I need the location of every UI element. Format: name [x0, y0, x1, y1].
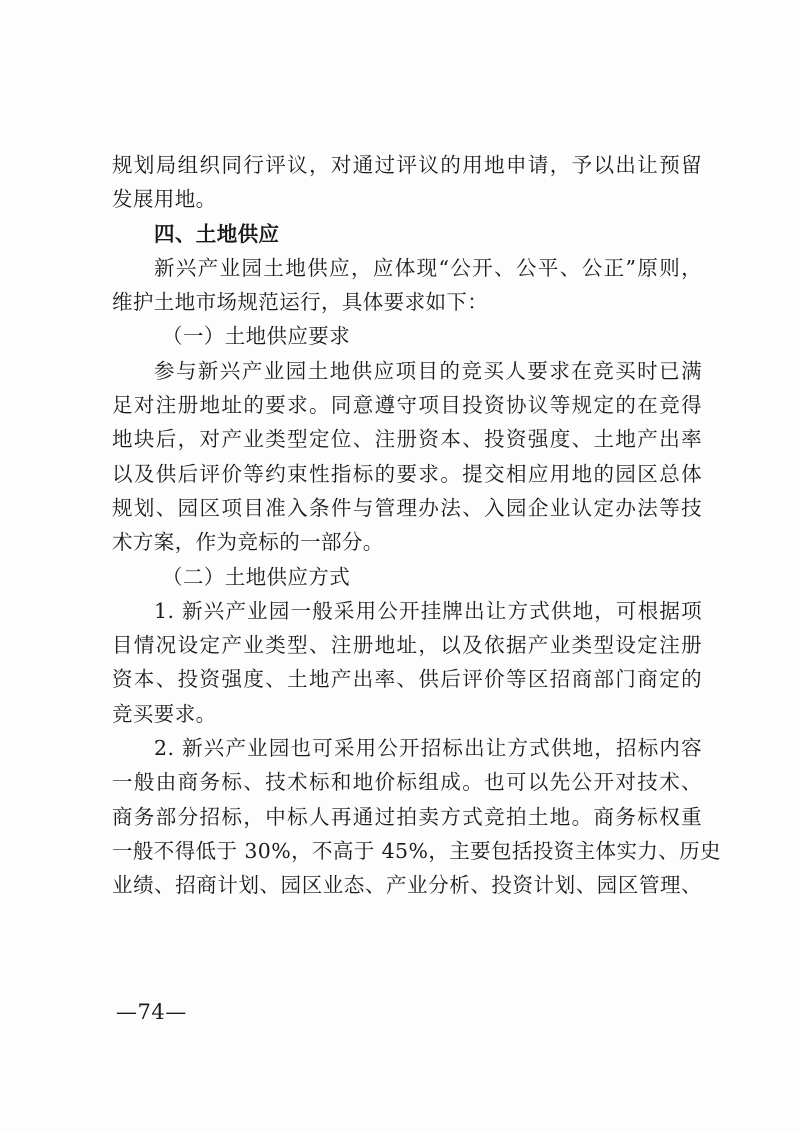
paragraph-line: 维护土地市场规范运行，具体要求如下： [112, 290, 489, 315]
paragraph-line: 2. 新兴产业园也可采用公开招标出让方式供地，招标内容 [154, 736, 702, 761]
paragraph-line: 地块后，对产业类型定位、注册资本、投资强度、土地产出率 [112, 427, 702, 452]
paragraph-line: 以及供后评价等约束性指标的要求。提交相应用地的园区总体 [112, 461, 702, 486]
subsection-heading: （二）土地供应方式 [162, 564, 351, 589]
paragraph-line: 新兴产业园土地供应，应体现“公开、公平、公正”原则， [154, 255, 702, 280]
paragraph-line: 竞买要求。 [112, 701, 217, 726]
paragraph-line: 术方案，作为竞标的一部分。 [112, 530, 384, 555]
paragraph-line: 发展用地。 [112, 187, 217, 212]
section-heading: 四、土地供应 [154, 221, 280, 246]
paragraph-line: 规划局组织同行评议，对通过评议的用地申请，予以出让预留 [112, 153, 702, 177]
paragraph-line: 一般不得低于 30%，不高于 45%，主要包括投资主体实力、历史 [112, 838, 721, 863]
page-number: —74— [116, 1000, 187, 1024]
paragraph-line: 足对注册地址的要求。同意遵守项目投资协议等规定的在竞得 [112, 393, 702, 418]
paragraph-line: 规划、园区项目准入条件与管理办法、入园企业认定办法等技 [112, 495, 702, 520]
paragraph-line: 资本、投资强度、土地产出率、供后评价等区招商部门商定的 [112, 667, 702, 692]
paragraph-line: 业绩、招商计划、园区业态、产业分析、投资计划、园区管理、 [112, 873, 702, 898]
paragraph-line: 商务部分招标，中标人再通过拍卖方式竞拍土地。商务标权重 [112, 804, 702, 829]
paragraph-line: 一般由商务标、技术标和地价标组成。也可以先公开对技术、 [112, 770, 702, 795]
subsection-heading: （一）土地供应要求 [162, 324, 351, 349]
paragraph-line: 目情况设定产业类型、注册地址，以及依据产业类型设定注册 [112, 633, 702, 658]
body-text [112, 148, 721, 903]
paragraph-line: 1. 新兴产业园一般采用公开挂牌出让方式供地，可根据项 [154, 598, 702, 623]
paragraph-line: 参与新兴产业园土地供应项目的竞买人要求在竞买时已满 [154, 358, 702, 383]
